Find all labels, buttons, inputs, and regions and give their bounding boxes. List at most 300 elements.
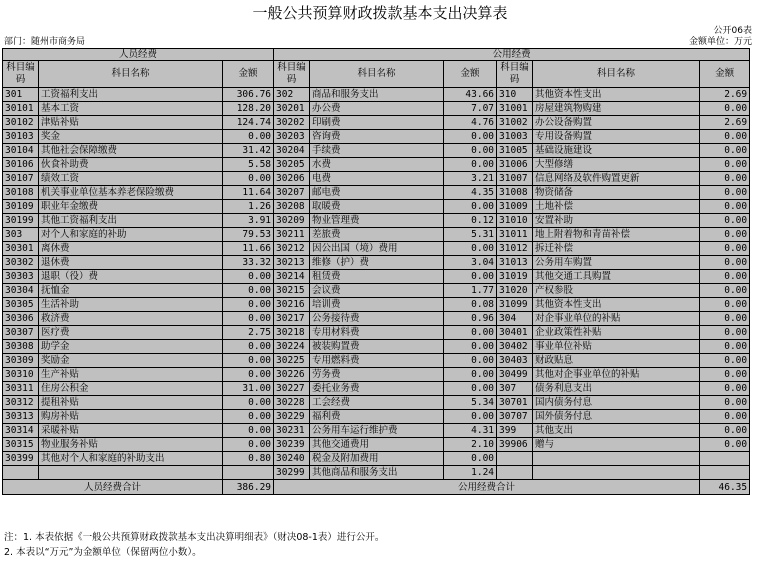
cell-code: 30102 <box>3 116 39 130</box>
cell-name: 被装购置费 <box>310 340 444 354</box>
cell-amount: 0.00 <box>223 172 274 186</box>
table-row <box>3 228 750 242</box>
cell-code: 30218 <box>274 326 310 340</box>
cell-amount: 0.00 <box>444 158 497 172</box>
cell-code: 31020 <box>497 284 533 298</box>
col-header-name: 科目名称 <box>533 61 700 88</box>
cell-code: 399 <box>497 424 533 438</box>
cell-code: 30231 <box>274 424 310 438</box>
cell-amount: 0.00 <box>223 410 274 424</box>
cell-code: 31008 <box>497 186 533 200</box>
cell-code: 30228 <box>274 396 310 410</box>
cell-name: 津贴补贴 <box>39 116 223 130</box>
cell-name: 咨询费 <box>310 130 444 144</box>
cell-code: 30103 <box>3 130 39 144</box>
cell-amount: 4.31 <box>444 424 497 438</box>
table-row <box>3 424 750 438</box>
cell-amount: 0.00 <box>700 410 750 424</box>
table-row <box>3 466 750 480</box>
cell-name: 生产补贴 <box>39 368 223 382</box>
cell-amount: 0.00 <box>444 270 497 284</box>
cell-code: 30108 <box>3 186 39 200</box>
cell-name: 信息网络及软件购置更新 <box>533 172 700 186</box>
cell-amount: 128.20 <box>223 102 274 116</box>
table-row <box>3 88 750 102</box>
cell-name: 基础设施建设 <box>533 144 700 158</box>
cell-name: 房屋建筑物购建 <box>533 102 700 116</box>
cell-amount: 0.00 <box>700 424 750 438</box>
cell-code: 30204 <box>274 144 310 158</box>
cell-code: 31002 <box>497 116 533 130</box>
cell-code: 30401 <box>497 326 533 340</box>
table-row <box>3 270 750 284</box>
cell-amount: 0.00 <box>700 172 750 186</box>
cell-name: 其他资本性支出 <box>533 88 700 102</box>
cell-code: 30214 <box>274 270 310 284</box>
cell-amount: 0.00 <box>700 228 750 242</box>
cell-name: 物资储备 <box>533 186 700 200</box>
table-row <box>3 382 750 396</box>
cell-name: 培训费 <box>310 298 444 312</box>
cell-code: 30201 <box>274 102 310 116</box>
cell-code: 31003 <box>497 130 533 144</box>
cell-code: 31019 <box>497 270 533 284</box>
cell-name: 物业管理费 <box>310 214 444 228</box>
cell-amount <box>700 466 750 480</box>
cell-code: 30227 <box>274 382 310 396</box>
cell-amount: 0.00 <box>223 396 274 410</box>
cell-amount: 0.00 <box>223 438 274 452</box>
cell-amount: 0.00 <box>444 368 497 382</box>
cell-name: 其他交通费用 <box>310 438 444 452</box>
table-row <box>3 116 750 130</box>
cell-amount: 0.08 <box>444 298 497 312</box>
cell-name: 职业年金缴费 <box>39 200 223 214</box>
note-line: 注：1. 本表依据《一般公共预算财政拨款基本支出决算明细表》（财决08-1表）进行公开。 <box>4 532 385 543</box>
table-row <box>3 438 750 452</box>
cell-name: 电费 <box>310 172 444 186</box>
cell-name: 其他交通工具购置 <box>533 270 700 284</box>
cell-code: 310 <box>497 88 533 102</box>
cell-code: 30299 <box>274 466 310 480</box>
cell-code: 30101 <box>3 102 39 116</box>
cell-amount: 0.00 <box>700 382 750 396</box>
cell-amount: 0.00 <box>700 130 750 144</box>
cell-amount: 0.00 <box>700 214 750 228</box>
cell-code: 30306 <box>3 312 39 326</box>
cell-name <box>533 452 700 466</box>
table-row <box>3 452 750 466</box>
cell-amount: 4.76 <box>444 116 497 130</box>
cell-name: 公务接待费 <box>310 312 444 326</box>
cell-amount: 0.96 <box>444 312 497 326</box>
cell-amount: 4.35 <box>444 186 497 200</box>
cell-amount: 0.00 <box>700 396 750 410</box>
cell-code: 30301 <box>3 242 39 256</box>
cell-amount: 0.00 <box>223 298 274 312</box>
cell-code: 30205 <box>274 158 310 172</box>
cell-name: 采暖补贴 <box>39 424 223 438</box>
col-header-name: 科目名称 <box>310 61 444 88</box>
cell-amount: 306.76 <box>223 88 274 102</box>
cell-name: 医疗费 <box>39 326 223 340</box>
cell-name: 维修（护）费 <box>310 256 444 270</box>
cell-name: 其他工资福利支出 <box>39 214 223 228</box>
cell-amount: 0.00 <box>700 368 750 382</box>
cell-code: 30308 <box>3 340 39 354</box>
cell-name: 国外债务付息 <box>533 410 700 424</box>
cell-amount: 2.10 <box>444 438 497 452</box>
cell-code: 30211 <box>274 228 310 242</box>
col-header-amount: 金额 <box>223 61 274 88</box>
table-row <box>3 200 750 214</box>
cell-code: 31010 <box>497 214 533 228</box>
cell-name: 国内债务付息 <box>533 396 700 410</box>
cell-amount: 0.00 <box>700 242 750 256</box>
cell-amount: 0.00 <box>444 130 497 144</box>
cell-code: 31013 <box>497 256 533 270</box>
cell-name: 取暖费 <box>310 200 444 214</box>
col-header-amount: 金额 <box>444 61 497 88</box>
cell-code: 30240 <box>274 452 310 466</box>
cell-name: 公务用车购置 <box>533 256 700 270</box>
cell-amount: 0.00 <box>223 340 274 354</box>
cell-code: 30707 <box>497 410 533 424</box>
cell-code: 30206 <box>274 172 310 186</box>
cell-name: 公务用车运行维护费 <box>310 424 444 438</box>
table-row <box>3 256 750 270</box>
cell-code: 30203 <box>274 130 310 144</box>
cell-name: 退职（役）费 <box>39 270 223 284</box>
cell-code: 31012 <box>497 242 533 256</box>
cell-name: 赠与 <box>533 438 700 452</box>
cell-name: 机关事业单位基本养老保险缴费 <box>39 186 223 200</box>
cell-amount <box>223 466 274 480</box>
cell-name: 办公设备购置 <box>533 116 700 130</box>
cell-name: 劳务费 <box>310 368 444 382</box>
cell-name: 其他支出 <box>533 424 700 438</box>
public-total-value: 46.35 <box>700 480 750 495</box>
cell-name: 其他资本性支出 <box>533 298 700 312</box>
cell-name: 工会经费 <box>310 396 444 410</box>
cell-name: 购房补贴 <box>39 410 223 424</box>
table-row <box>3 186 750 200</box>
cell-amount: 11.64 <box>223 186 274 200</box>
cell-name: 专用燃料费 <box>310 354 444 368</box>
table-row <box>3 144 750 158</box>
cell-amount: 0.00 <box>700 256 750 270</box>
table-row <box>3 354 750 368</box>
col-header-code: 科目编码 <box>274 61 310 88</box>
cell-name: 对个人和家庭的补助 <box>39 228 223 242</box>
cell-amount: 0.00 <box>700 312 750 326</box>
cell-code: 301 <box>3 88 39 102</box>
cell-name: 因公出国（境）费用 <box>310 242 444 256</box>
cell-code: 30106 <box>3 158 39 172</box>
cell-name: 对企事业单位的补贴 <box>533 312 700 326</box>
cell-code: 30217 <box>274 312 310 326</box>
cell-code: 30208 <box>274 200 310 214</box>
cell-amount: 0.00 <box>444 410 497 424</box>
table-row <box>3 130 750 144</box>
cell-code: 30313 <box>3 410 39 424</box>
cell-name: 抚恤金 <box>39 284 223 298</box>
table-row <box>3 284 750 298</box>
cell-code: 30402 <box>497 340 533 354</box>
cell-name: 退休费 <box>39 256 223 270</box>
cell-code: 30304 <box>3 284 39 298</box>
cell-code: 307 <box>497 382 533 396</box>
cell-amount: 0.00 <box>700 102 750 116</box>
cell-amount: 0.00 <box>700 186 750 200</box>
table-row <box>3 312 750 326</box>
cell-code: 30303 <box>3 270 39 284</box>
cell-name: 提租补贴 <box>39 396 223 410</box>
public-total-label: 公用经费合计 <box>274 480 700 495</box>
cell-code: 30199 <box>3 214 39 228</box>
cell-amount: 0.00 <box>700 158 750 172</box>
cell-code: 30499 <box>497 368 533 382</box>
table-row <box>3 172 750 186</box>
cell-code: 30215 <box>274 284 310 298</box>
cell-code: 31001 <box>497 102 533 116</box>
cell-name: 其他社会保障缴费 <box>39 144 223 158</box>
cell-amount: 0.00 <box>700 298 750 312</box>
cell-amount: 0.00 <box>223 270 274 284</box>
table-row <box>3 368 750 382</box>
cell-name: 财政贴息 <box>533 354 700 368</box>
cell-code: 30207 <box>274 186 310 200</box>
cell-amount: 3.04 <box>444 256 497 270</box>
cell-name: 物业服务补贴 <box>39 438 223 452</box>
cell-name: 专用材料费 <box>310 326 444 340</box>
cell-name: 大型修缮 <box>533 158 700 172</box>
cell-amount: 0.00 <box>444 326 497 340</box>
cell-name: 税金及附加费用 <box>310 452 444 466</box>
cell-name: 地上附着物和青苗补偿 <box>533 228 700 242</box>
cell-amount: 2.69 <box>700 116 750 130</box>
cell-amount: 0.00 <box>444 382 497 396</box>
cell-name: 工资福利支出 <box>39 88 223 102</box>
personnel-group-header: 人员经费 <box>3 49 274 61</box>
cell-code: 30209 <box>274 214 310 228</box>
cell-name: 奖励金 <box>39 354 223 368</box>
cell-amount <box>700 452 750 466</box>
cell-name: 拆迁补偿 <box>533 242 700 256</box>
expenditure-table <box>2 48 750 495</box>
cell-code: 30312 <box>3 396 39 410</box>
col-header-code: 科目编码 <box>497 61 533 88</box>
cell-code: 31007 <box>497 172 533 186</box>
cell-code <box>497 466 533 480</box>
cell-amount: 43.66 <box>444 88 497 102</box>
cell-code: 30239 <box>274 438 310 452</box>
cell-amount: 0.00 <box>223 354 274 368</box>
cell-code: 30310 <box>3 368 39 382</box>
cell-amount: 11.66 <box>223 242 274 256</box>
cell-amount: 1.26 <box>223 200 274 214</box>
cell-code: 39906 <box>497 438 533 452</box>
cell-code: 302 <box>274 88 310 102</box>
notes <box>4 530 384 560</box>
cell-amount: 0.00 <box>700 354 750 368</box>
cell-amount: 0.00 <box>700 200 750 214</box>
cell-code: 30225 <box>274 354 310 368</box>
cell-name: 委托业务费 <box>310 382 444 396</box>
cell-amount: 7.07 <box>444 102 497 116</box>
cell-code: 31011 <box>497 228 533 242</box>
cell-name <box>39 466 223 480</box>
cell-amount: 0.00 <box>700 340 750 354</box>
totals-row <box>3 480 750 495</box>
department-label: 部门：随州市商务局 <box>4 37 86 47</box>
cell-amount: 31.00 <box>223 382 274 396</box>
cell-name: 产权参股 <box>533 284 700 298</box>
cell-code: 30315 <box>3 438 39 452</box>
cell-code <box>3 466 39 480</box>
page-title: 一般公共预算财政拨款基本支出决算表 <box>252 4 508 22</box>
cell-amount: 0.00 <box>700 326 750 340</box>
cell-amount: 0.00 <box>223 368 274 382</box>
cell-name: 企业政策性补贴 <box>533 326 700 340</box>
cell-amount: 0.00 <box>223 284 274 298</box>
cell-code: 30224 <box>274 340 310 354</box>
cell-code: 31005 <box>497 144 533 158</box>
table-row <box>3 340 750 354</box>
cell-amount: 2.69 <box>700 88 750 102</box>
cell-name: 离休费 <box>39 242 223 256</box>
personnel-total-label: 人员经费合计 <box>3 480 223 495</box>
cell-amount: 3.21 <box>444 172 497 186</box>
table-row <box>3 102 750 116</box>
cell-amount: 79.53 <box>223 228 274 242</box>
cell-name: 邮电费 <box>310 186 444 200</box>
cell-code: 31099 <box>497 298 533 312</box>
cell-code: 30226 <box>274 368 310 382</box>
cell-amount: 0.00 <box>444 242 497 256</box>
cell-amount: 0.80 <box>223 452 274 466</box>
cell-code: 30307 <box>3 326 39 340</box>
cell-amount: 0.12 <box>444 214 497 228</box>
cell-amount: 0.00 <box>444 452 497 466</box>
cell-name: 其他对企事业单位的补贴 <box>533 368 700 382</box>
cell-code: 30309 <box>3 354 39 368</box>
cell-name: 住房公积金 <box>39 382 223 396</box>
table-row <box>3 326 750 340</box>
cell-code: 30202 <box>274 116 310 130</box>
cell-amount: 3.91 <box>223 214 274 228</box>
cell-name <box>533 466 700 480</box>
cell-code: 30305 <box>3 298 39 312</box>
cell-code: 31006 <box>497 158 533 172</box>
col-header-amount: 金额 <box>700 61 750 88</box>
cell-code: 30701 <box>497 396 533 410</box>
cell-name: 救济费 <box>39 312 223 326</box>
cell-amount: 0.00 <box>700 144 750 158</box>
cell-code: 30403 <box>497 354 533 368</box>
cell-name: 办公费 <box>310 102 444 116</box>
cell-code: 304 <box>497 312 533 326</box>
table-row <box>3 242 750 256</box>
col-header-code: 科目编码 <box>3 61 39 88</box>
personnel-total-value: 386.29 <box>223 480 274 495</box>
cell-name: 其他对个人和家庭的补助支出 <box>39 452 223 466</box>
cell-code: 30104 <box>3 144 39 158</box>
table-row <box>3 396 750 410</box>
cell-amount: 0.00 <box>444 200 497 214</box>
cell-code: 30229 <box>274 410 310 424</box>
cell-amount: 5.34 <box>444 396 497 410</box>
cell-name: 福利费 <box>310 410 444 424</box>
cell-name: 基本工资 <box>39 102 223 116</box>
cell-amount: 1.24 <box>444 466 497 480</box>
cell-code: 30107 <box>3 172 39 186</box>
cell-amount: 0.00 <box>700 438 750 452</box>
cell-code: 30213 <box>274 256 310 270</box>
cell-amount: 0.00 <box>223 130 274 144</box>
cell-name: 债务利息支出 <box>533 382 700 396</box>
cell-code: 30212 <box>274 242 310 256</box>
cell-code: 30216 <box>274 298 310 312</box>
cell-amount: 31.42 <box>223 144 274 158</box>
cell-amount: 33.32 <box>223 256 274 270</box>
cell-name: 手续费 <box>310 144 444 158</box>
note-line: 2. 本表以“万元”为金额单位（保留两位小数）。 <box>4 547 202 558</box>
cell-code: 31009 <box>497 200 533 214</box>
cell-name: 商品和服务支出 <box>310 88 444 102</box>
cell-name: 绩效工资 <box>39 172 223 186</box>
public-group-header: 公用经费 <box>274 49 750 61</box>
cell-name: 事业单位补贴 <box>533 340 700 354</box>
cell-name: 安置补助 <box>533 214 700 228</box>
cell-amount: 5.58 <box>223 158 274 172</box>
cell-code <box>497 452 533 466</box>
cell-name: 助学金 <box>39 340 223 354</box>
cell-amount: 0.00 <box>700 284 750 298</box>
cell-code: 30109 <box>3 200 39 214</box>
cell-amount: 124.74 <box>223 116 274 130</box>
cell-amount: 2.75 <box>223 326 274 340</box>
cell-name: 生活补助 <box>39 298 223 312</box>
cell-amount: 0.00 <box>700 270 750 284</box>
cell-amount: 1.77 <box>444 284 497 298</box>
cell-name: 租赁费 <box>310 270 444 284</box>
cell-amount: 0.00 <box>444 340 497 354</box>
cell-code: 30399 <box>3 452 39 466</box>
cell-code: 30302 <box>3 256 39 270</box>
table-row <box>3 410 750 424</box>
cell-amount: 0.00 <box>444 144 497 158</box>
cell-name: 伙食补助费 <box>39 158 223 172</box>
unit-label: 金额单位：万元 <box>688 37 752 47</box>
cell-amount: 5.31 <box>444 228 497 242</box>
cell-name: 专用设备购置 <box>533 130 700 144</box>
cell-amount: 0.00 <box>444 354 497 368</box>
cell-code: 30314 <box>3 424 39 438</box>
cell-name: 土地补偿 <box>533 200 700 214</box>
table-row <box>3 214 750 228</box>
col-header-name: 科目名称 <box>39 61 223 88</box>
form-number: 公开06表 <box>713 26 752 36</box>
cell-name: 水费 <box>310 158 444 172</box>
cell-name: 印刷费 <box>310 116 444 130</box>
table-row <box>3 298 750 312</box>
table-row <box>3 158 750 172</box>
cell-amount: 0.00 <box>223 424 274 438</box>
cell-amount: 0.00 <box>223 312 274 326</box>
cell-code: 303 <box>3 228 39 242</box>
cell-name: 差旅费 <box>310 228 444 242</box>
